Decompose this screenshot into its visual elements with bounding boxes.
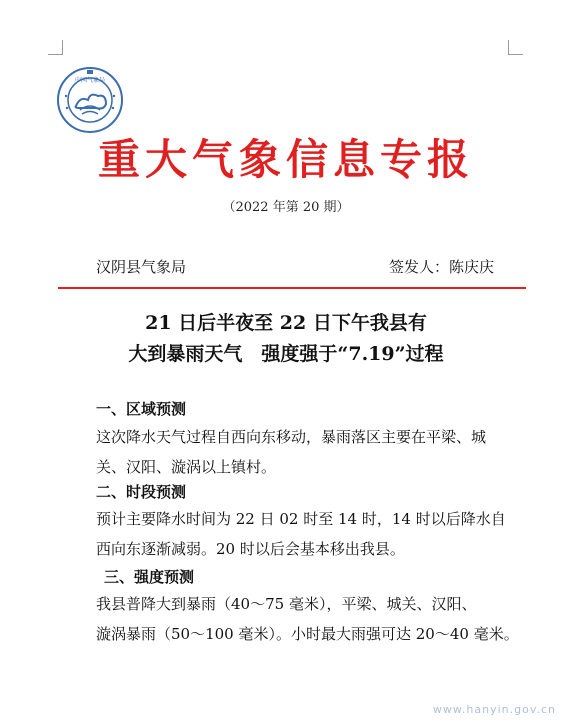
watermark: www.hanyin.gov.cn bbox=[432, 703, 556, 716]
body-line: 西向东逐渐减弱。20 时以后会基本移出我县。 bbox=[96, 540, 405, 558]
body-line: 我县普降大到暴雨（40～75 毫米），平梁、城关、汉阳、 bbox=[96, 595, 477, 613]
section-body-region bbox=[96, 422, 530, 482]
body-line: 预计主要降水时间为 22 日 02 时至 14 时，14 时以后降水自 bbox=[96, 510, 506, 528]
logo-text: 中国气象局 bbox=[74, 77, 106, 84]
section-body-period bbox=[96, 504, 530, 564]
body-line: 这次降水天气过程自西向东移动，暴雨落区主要在平梁、城 bbox=[96, 428, 487, 446]
headline-line-1: 21 日后半夜至 22 日下午我县有 bbox=[145, 312, 427, 334]
headline-line-2: 大到暴雨天气 强度强于“7.19”过程 bbox=[128, 343, 444, 365]
cma-logo-icon bbox=[56, 66, 124, 134]
section-heading-intensity: 三、强度预测 bbox=[104, 568, 195, 586]
red-divider bbox=[58, 287, 526, 289]
page-title: 重大气象信息专报 bbox=[97, 135, 474, 184]
section-heading-period: 二、时段预测 bbox=[96, 483, 187, 501]
section-body-intensity bbox=[96, 589, 530, 649]
page-corner-mark-top-right bbox=[508, 40, 523, 55]
signer: 签发人：陈庆庆 bbox=[388, 258, 494, 276]
body-line: 关、汉阳、漩涡以上镇村。 bbox=[96, 458, 277, 476]
body-line: 漩涡暴雨（50～100 毫米）。小时最大雨强可达 20～40 毫米。 bbox=[96, 625, 519, 643]
issuing-organization: 汉阴县气象局 bbox=[96, 258, 187, 276]
page-corner-mark-top-left bbox=[48, 40, 63, 55]
section-heading-region: 一、区域预测 bbox=[96, 400, 187, 418]
issue-number: （2022 年第 20 期） bbox=[222, 200, 350, 215]
